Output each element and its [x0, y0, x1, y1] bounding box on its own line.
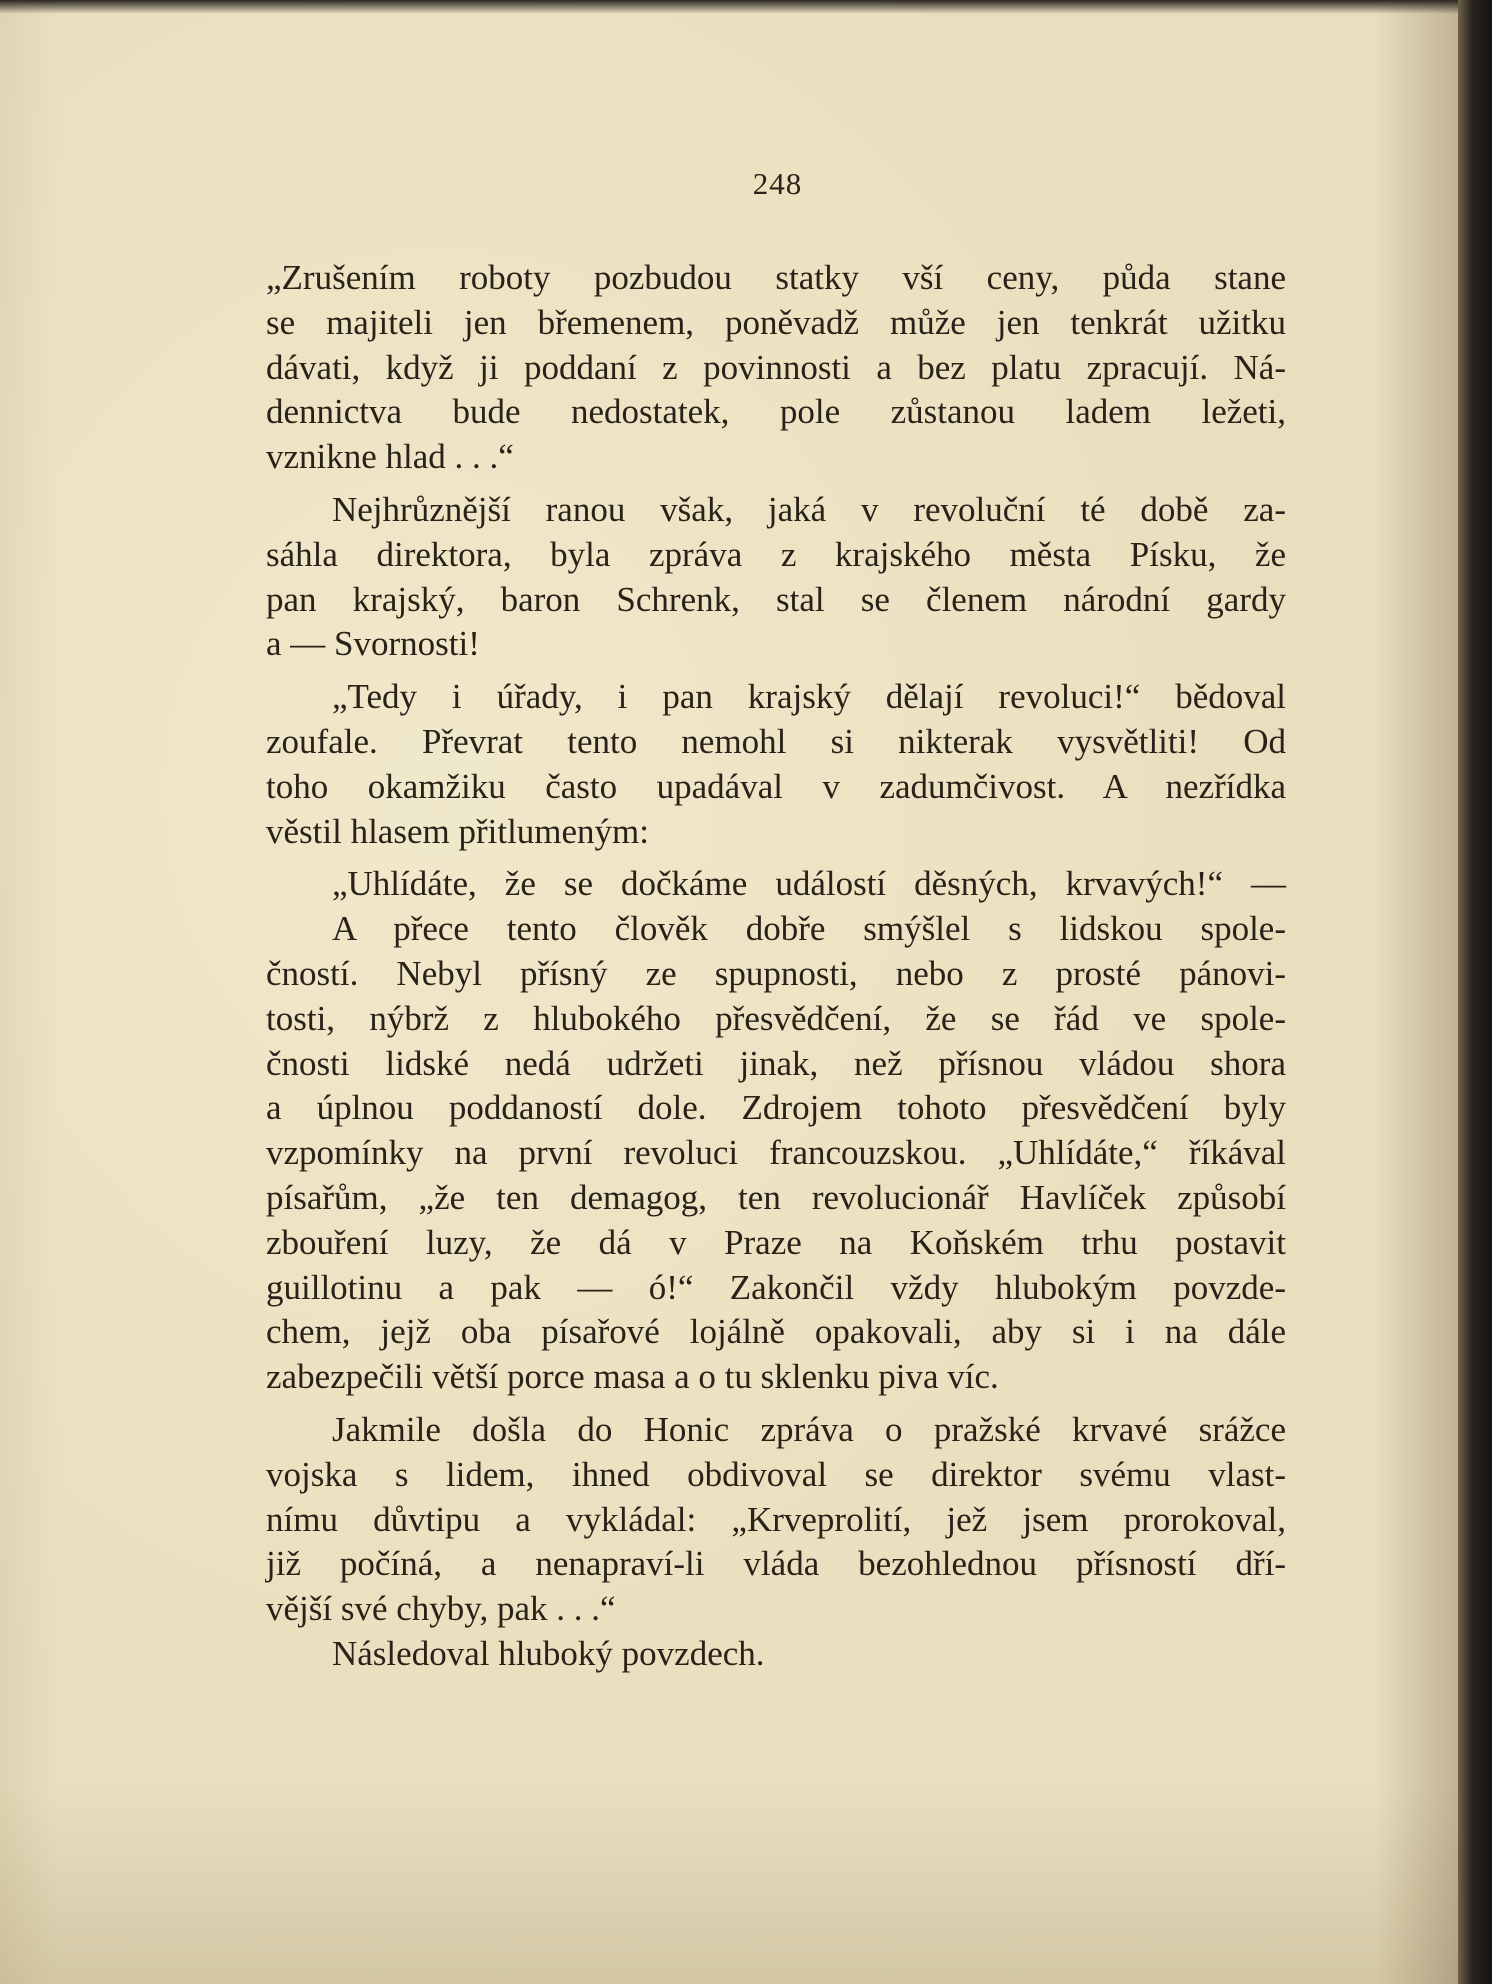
text-line: guillotinu a pak — ó!“ Zakončil vždy hlubokým povzde-	[266, 1267, 1286, 1307]
text-line: Jakmile došla do Honic zpráva o pražské krvavé srážce	[332, 1409, 1286, 1449]
text-line: a — Svornosti!	[266, 624, 480, 664]
text-line: zabezpečili větší porce masa a o tu sklenku piva víc.	[266, 1357, 999, 1397]
text-line: vzpomínky na první revoluci francouzskou. „Uhlídáte,“ říkával	[266, 1133, 1286, 1173]
paragraph	[266, 862, 1286, 1400]
text-line: a úplnou poddaností dole. Zdrojem tohoto přesvědčení byly	[266, 1088, 1286, 1128]
text-line: Nejhrůznější ranou však, jaká v revoluční té době za-	[332, 489, 1286, 529]
text-line: dennictva bude nedostatek, pole zůstanou ladem ležeti,	[266, 392, 1286, 432]
body-text	[266, 256, 1286, 1677]
text-line: se majiteli jen břemenem, poněvadž může jen tenkrát užitku	[266, 302, 1286, 342]
text-line: pan krajský, baron Schrenk, stal se členem národní gardy	[266, 579, 1286, 619]
text-line: „Uhlídáte, že se dočkáme událostí děsných, krvavých!“ —	[332, 864, 1286, 904]
text-line: A přece tento člověk dobře smýšlel s lidskou spole-	[332, 909, 1286, 949]
text-line: chem, jejž oba písařové lojálně opakovali, aby si i na dále	[266, 1312, 1286, 1352]
text-line: čnosti lidské nedá udržeti jinak, než přísnou vládou shora	[266, 1043, 1286, 1083]
text-line: tosti, nýbrž z hlubokého přesvědčení, že se řád ve spole-	[266, 998, 1286, 1038]
text-line: nímu důvtipu a vykládal: „Krveprolití, jež jsem prorokoval,	[266, 1499, 1286, 1539]
text-line: vojska s lidem, ihned obdivoval se direktor svému vlast-	[266, 1454, 1286, 1494]
scan-top-shadow	[0, 0, 1492, 14]
text-line: čností. Nebyl přísný ze spupnosti, nebo z prosté pánovi-	[266, 953, 1286, 993]
text-line: sáhla direktora, byla zpráva z krajského města Písku, že	[266, 534, 1286, 574]
text-line: vější své chyby, pak . . .“	[266, 1589, 616, 1629]
paragraph	[266, 488, 1286, 667]
text-line: věstil hlasem přitlumeným:	[266, 811, 650, 851]
paragraph	[266, 675, 1286, 854]
text-line: zbouření luzy, že dá v Praze na Koňském trhu postavit	[266, 1222, 1286, 1262]
text-line: písařům, „že ten demagog, ten revolucionář Havlíček způsobí	[266, 1177, 1286, 1217]
page-number: 248	[752, 166, 803, 201]
text-line: „Tedy i úřady, i pan krajský dělají revoluci!“ bědoval	[332, 677, 1286, 717]
text-line: toho okamžiku často upadával v zadumčivost. A nezřídka	[266, 766, 1286, 806]
paragraph	[266, 1408, 1286, 1677]
text-line: „Zrušením roboty pozbudou statky vší ceny, půda stane	[266, 258, 1286, 297]
text-line: zoufale. Převrat tento nemohl si nikterak vysvětliti! Od	[266, 721, 1286, 761]
book-spine-edge	[1458, 0, 1492, 1984]
paragraph	[266, 256, 1286, 480]
text-line: vznikne hlad . . .“	[266, 437, 514, 477]
text-line: dávati, když ji poddaní z povinnosti a bez platu zpracují. Ná-	[266, 347, 1286, 387]
text-line: již počíná, a nenapraví-li vláda bezohlednou přísností dří-	[266, 1544, 1286, 1584]
text-line: Následoval hluboký povzdech.	[332, 1633, 765, 1673]
